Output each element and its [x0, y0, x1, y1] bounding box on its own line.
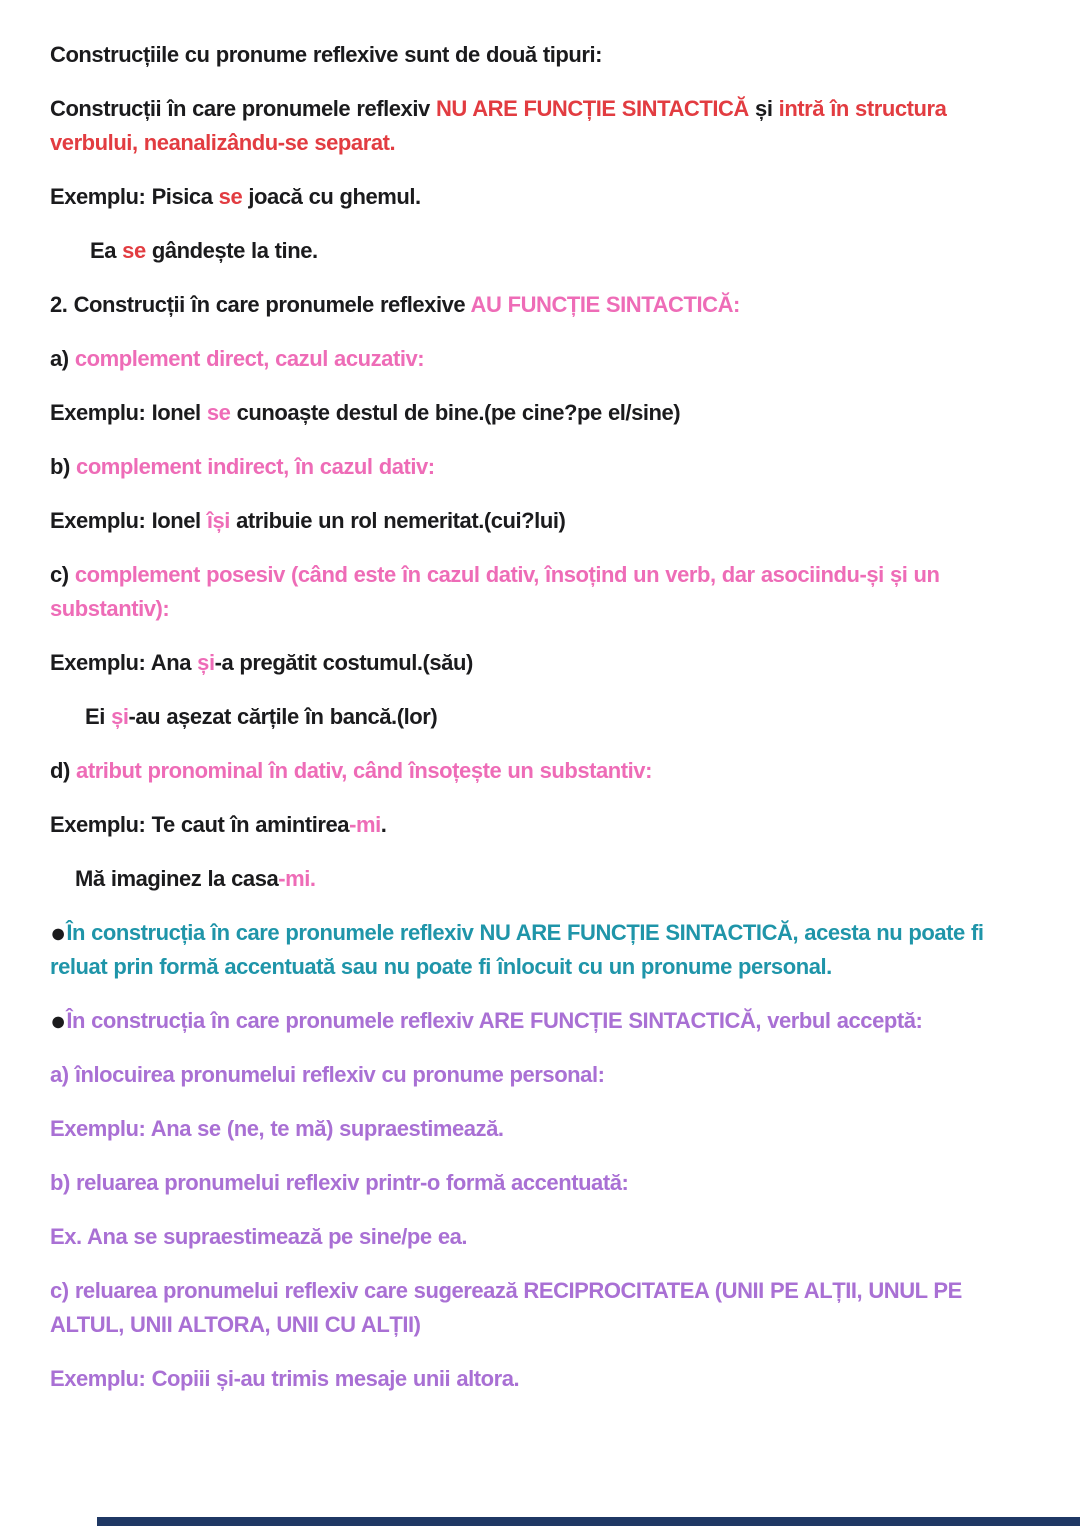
bottom-divider-bar	[97, 1517, 1080, 1526]
text-run: se	[122, 238, 146, 263]
text-run: -au așezat cărțile în bancă.(lor)	[128, 704, 438, 729]
paragraph	[50, 342, 1036, 376]
text-run: complement posesiv (când este în cazul dativ, însoțind un verb, dar asociindu-și și un substantiv):	[50, 562, 946, 621]
paragraph	[50, 916, 1036, 984]
text-run: își	[206, 508, 230, 533]
text-run: Exemplu: Ana	[50, 650, 198, 675]
text-run: c)	[50, 562, 69, 587]
text-run: și	[197, 650, 215, 675]
text-run: complement indirect, în cazul dativ:	[69, 454, 435, 479]
text-run: Exemplu: Ana se (ne, te mă) supraestimează.	[50, 1116, 504, 1141]
text-run: Exemplu: Pisica	[50, 184, 219, 209]
paragraph	[50, 92, 1036, 160]
paragraph	[50, 1362, 1036, 1396]
text-run: Exemplu: Ionel	[50, 508, 207, 533]
text-run: intră în structura verbului, neanalizându-se separat.	[50, 96, 953, 155]
text-run: -mi.	[278, 866, 316, 891]
text-run: Construcțiile cu pronume reflexive sunt de două tipuri:	[50, 42, 603, 67]
paragraph	[50, 38, 1036, 72]
paragraph	[50, 450, 1036, 484]
text-run: atribut pronominal în dativ, când însoțește un substantiv:	[69, 758, 652, 783]
text-run: AU FUNCȚIE SINTACTICĂ:	[470, 292, 740, 317]
paragraph	[50, 180, 1036, 214]
paragraph	[50, 1004, 1036, 1038]
paragraph	[50, 1274, 1036, 1342]
paragraph	[50, 234, 1036, 268]
text-run: -mi	[349, 812, 381, 837]
bullet-icon: ●	[50, 918, 67, 948]
paragraph	[50, 396, 1036, 430]
text-run: a) înlocuirea pronumelui reflexiv cu pronume personal:	[50, 1062, 605, 1087]
text-run: 2. Construcții în care pronumele reflexive	[50, 292, 471, 317]
text-run: cunoaște destul de bine.(pe cine?pe el/sine)	[230, 400, 681, 425]
text-run: și	[748, 96, 779, 121]
paragraph	[50, 288, 1036, 322]
text-run: d)	[50, 758, 70, 783]
text-run: -a pregătit costumul.(său)	[214, 650, 473, 675]
paragraph	[50, 646, 1036, 680]
paragraph	[50, 862, 1036, 896]
text-run: .	[380, 812, 387, 837]
text-run: se	[218, 184, 243, 209]
text-run: Exemplu: Ionel	[50, 400, 207, 425]
text-run: În construcția în care pronumele reflexiv NU ARE FUNCȚIE SINTACTICĂ, acesta nu poate fi reluat prin formă accentuată sau nu poate fi înlocuit cu un pronume personal.	[50, 920, 990, 979]
text-run: complement direct, cazul acuzativ:	[68, 346, 425, 371]
paragraph	[50, 1112, 1036, 1146]
text-run: În construcția în care pronumele reflexiv ARE FUNCȚIE SINTACTICĂ, verbul acceptă:	[66, 1008, 923, 1033]
text-run: Mă imaginez la casa	[75, 866, 279, 891]
paragraph	[50, 754, 1036, 788]
text-run: Construcții în care pronumele reflexiv	[50, 96, 436, 121]
paragraph	[50, 808, 1036, 842]
document-body	[50, 38, 1036, 1396]
paragraph	[50, 1166, 1036, 1200]
paragraph	[50, 504, 1036, 538]
text-run: Exemplu: Copiii și-au trimis mesaje unii altora.	[50, 1366, 520, 1391]
text-run: NU ARE FUNCȚIE SINTACTICĂ	[435, 96, 749, 121]
text-run: b) reluarea pronumelui reflexiv printr-o formă accentuată:	[50, 1170, 629, 1195]
text-run: Ex. Ana se supraestimează pe sine/pe ea.	[50, 1224, 468, 1249]
text-run: atribuie un rol nemeritat.(cui?lui)	[229, 508, 566, 533]
paragraph	[50, 1058, 1036, 1092]
text-run: și	[111, 704, 129, 729]
text-run: c) reluarea pronumelui reflexiv care sugerează RECIPROCITATEA (UNII PE ALȚII, UNUL PE ALTUL, UNII ALTORA, UNII CU ALȚII)	[50, 1278, 968, 1337]
text-run: gândește la tine.	[145, 238, 318, 263]
text-run: Exemplu: Te caut în amintirea	[50, 812, 350, 837]
bullet-icon: ●	[50, 1006, 67, 1036]
paragraph	[50, 700, 1036, 734]
text-run: Ei	[85, 704, 112, 729]
paragraph	[50, 558, 1036, 626]
text-run: b)	[50, 454, 70, 479]
text-run: a)	[50, 346, 69, 371]
text-run: Ea	[90, 238, 123, 263]
text-run: se	[206, 400, 231, 425]
paragraph	[50, 1220, 1036, 1254]
text-run: joacă cu ghemul.	[242, 184, 421, 209]
